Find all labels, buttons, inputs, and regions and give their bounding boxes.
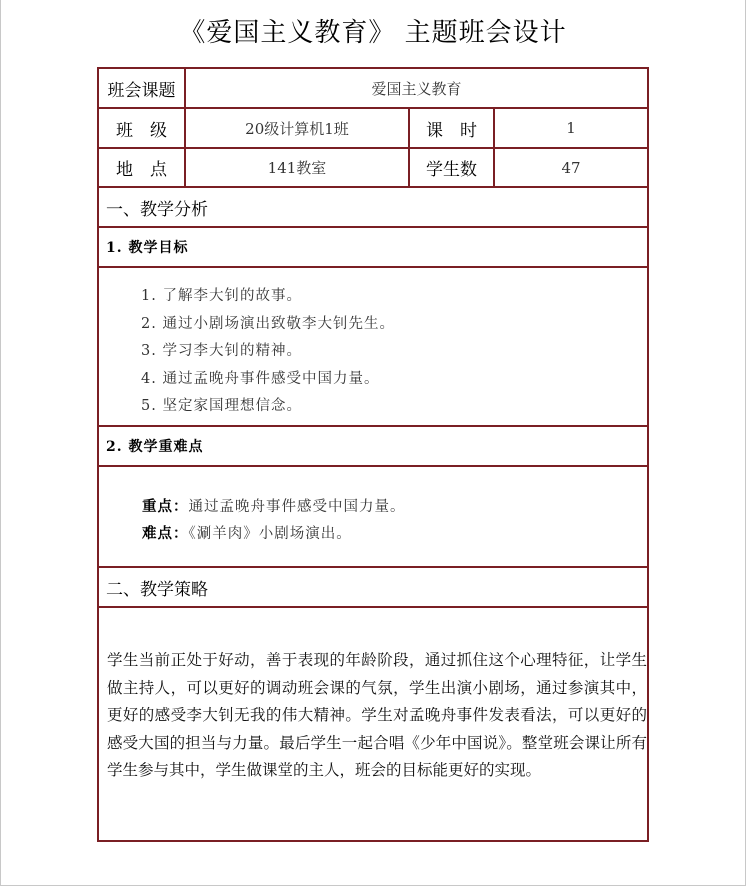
list-item: 2. 通过小剧场演出致敬李大钊先生。: [141, 315, 395, 332]
students-value: 47: [561, 158, 581, 177]
difficulty-label: 难点：: [142, 525, 189, 542]
goals-heading: 1. 教学目标: [106, 240, 189, 256]
students-label: 学生数: [426, 160, 477, 180]
hours-value: 1: [566, 119, 576, 137]
place-label: 地 点: [116, 160, 167, 180]
difficulty-point: [142, 522, 352, 543]
strategy-paragraph: 学生当前正处于好动，善于表现的年龄阶段，通过抓住这个心理特征，让学生做主持人，可以更好的调动班会课的气氛，学生出演小剧场，通过参演其中，更好的感受李大钊无我的伟大精神。学生对孟晚舟事件发表看法，可以更好的感受大国的担当与力量。最后学生一起合唱《少年中国说》。整堂班会课让所有学生参与其中，学生做课堂的主人，班会的目标能更好的实现。: [107, 651, 647, 779]
list-item: 4. 通过孟晚舟事件感受中国力量。: [141, 370, 380, 387]
key-point: [142, 495, 406, 516]
strategy-heading: 二、教学策略: [106, 579, 208, 600]
analysis-heading: 一、教学分析: [106, 199, 208, 220]
list-item: 5. 坚定家国理想信念。: [141, 398, 302, 415]
topic-value: 爱国主义教育: [371, 79, 462, 98]
difficulty-text: 《涮羊肉》小剧场演出。: [188, 526, 352, 542]
document-title: 《爱国主义教育》 主题班会设计: [179, 18, 567, 48]
topic-label: 班会课题: [107, 80, 176, 101]
key-points-heading: 2. 教学重难点: [106, 439, 204, 455]
list-item: 1. 了解李大钊的故事。: [141, 288, 302, 304]
class-label: 班 级: [116, 120, 167, 141]
row-divider: [99, 465, 647, 467]
key-point-label: 重点：: [142, 498, 189, 515]
place-value: 141教室: [267, 159, 327, 177]
key-point-text: 通过孟晚舟事件感受中国力量。: [188, 499, 406, 515]
row-divider: [99, 266, 647, 268]
hours-label: 课 时: [426, 120, 477, 141]
goals-list: [141, 283, 395, 421]
class-value: 20级计算机1班: [245, 119, 349, 138]
row-divider: [99, 606, 647, 608]
list-item: 3. 学习李大钊的精神。: [141, 343, 302, 360]
lesson-plan-table: [97, 67, 649, 842]
